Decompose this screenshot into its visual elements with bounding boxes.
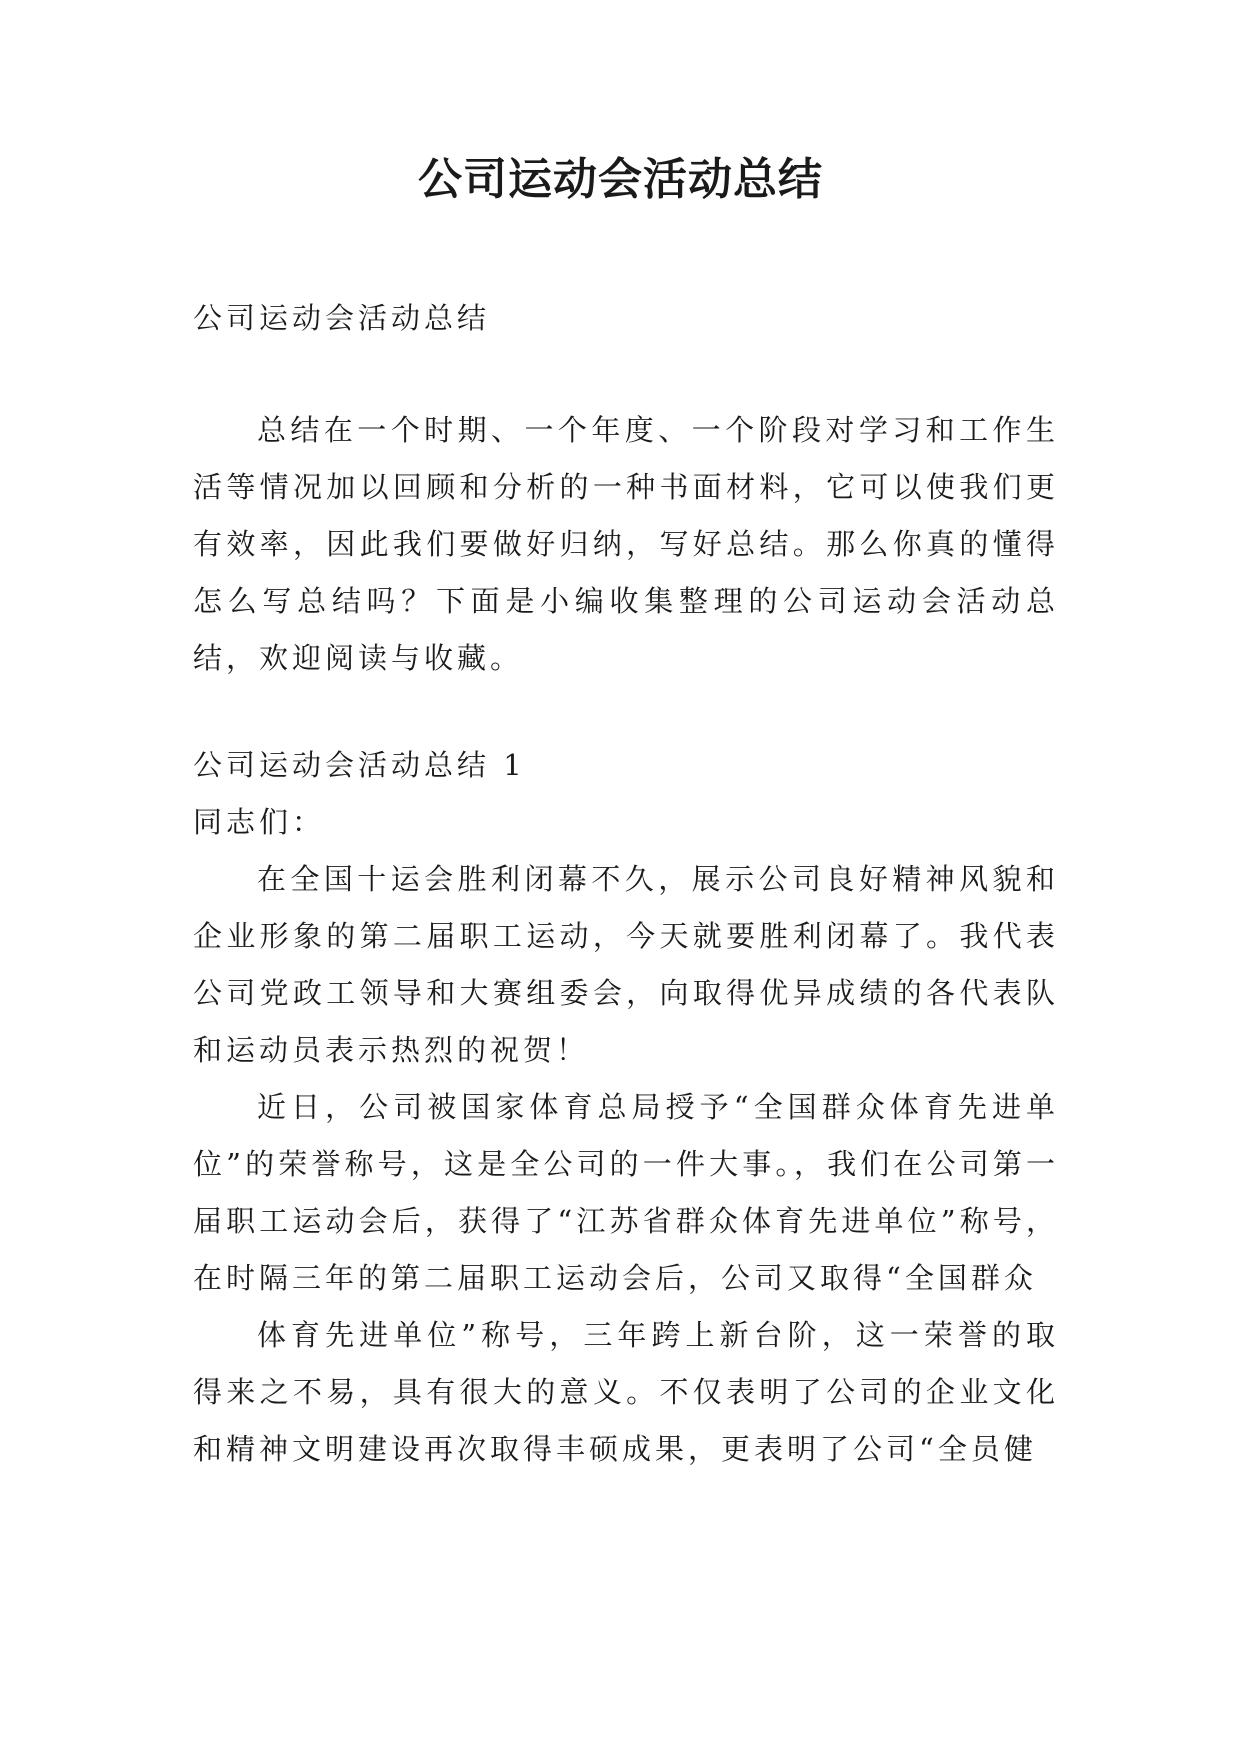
body-paragraph: 近日，公司被国家体育总局授予“全国群众体育先进单位”的荣誉称号，这是全公司的一件大事。，我们在公司第一届职工运动会后，获得了“江苏省群众体育先进单位”称号，在时隔三年的第二届职工运动会后，公司又取得“全国群众: [193, 1090, 1059, 1295]
intro-paragraph: 总结在一个时期、一个年度、一个阶段对学习和工作生活等情况加以回顾和分析的一种书面材料，它可以使我们更有效率，因此我们要做好归纳，写好总结。那么你真的懂得怎么写总结吗？下面是小编收集整理的公司运动会活动总结，欢迎阅读与收藏。: [193, 413, 1059, 675]
document-body: [193, 290, 1059, 1478]
salutation: 同志们：: [193, 805, 326, 839]
section-heading: 公司运动会活动总结 1: [193, 748, 526, 782]
document-title: 公司运动会活动总结: [418, 154, 823, 205]
body-paragraph: 在全国十运会胜利闭幕不久，展示公司良好精神风貌和企业形象的第二届职工运动，今天就要胜利闭幕了。我代表公司党政工领导和大赛组委会，向取得优异成绩的各代表队和运动员表示热烈的祝贺！: [193, 862, 1059, 1067]
body-paragraph: 体育先进单位”称号，三年跨上新台阶，这一荣誉的取得来之不易，具有很大的意义。不仅表明了公司的企业文化和精神文明建设再次取得丰硕成果，更表明了公司“全员健: [193, 1318, 1059, 1466]
subtitle-paragraph: 公司运动会活动总结: [193, 301, 491, 335]
